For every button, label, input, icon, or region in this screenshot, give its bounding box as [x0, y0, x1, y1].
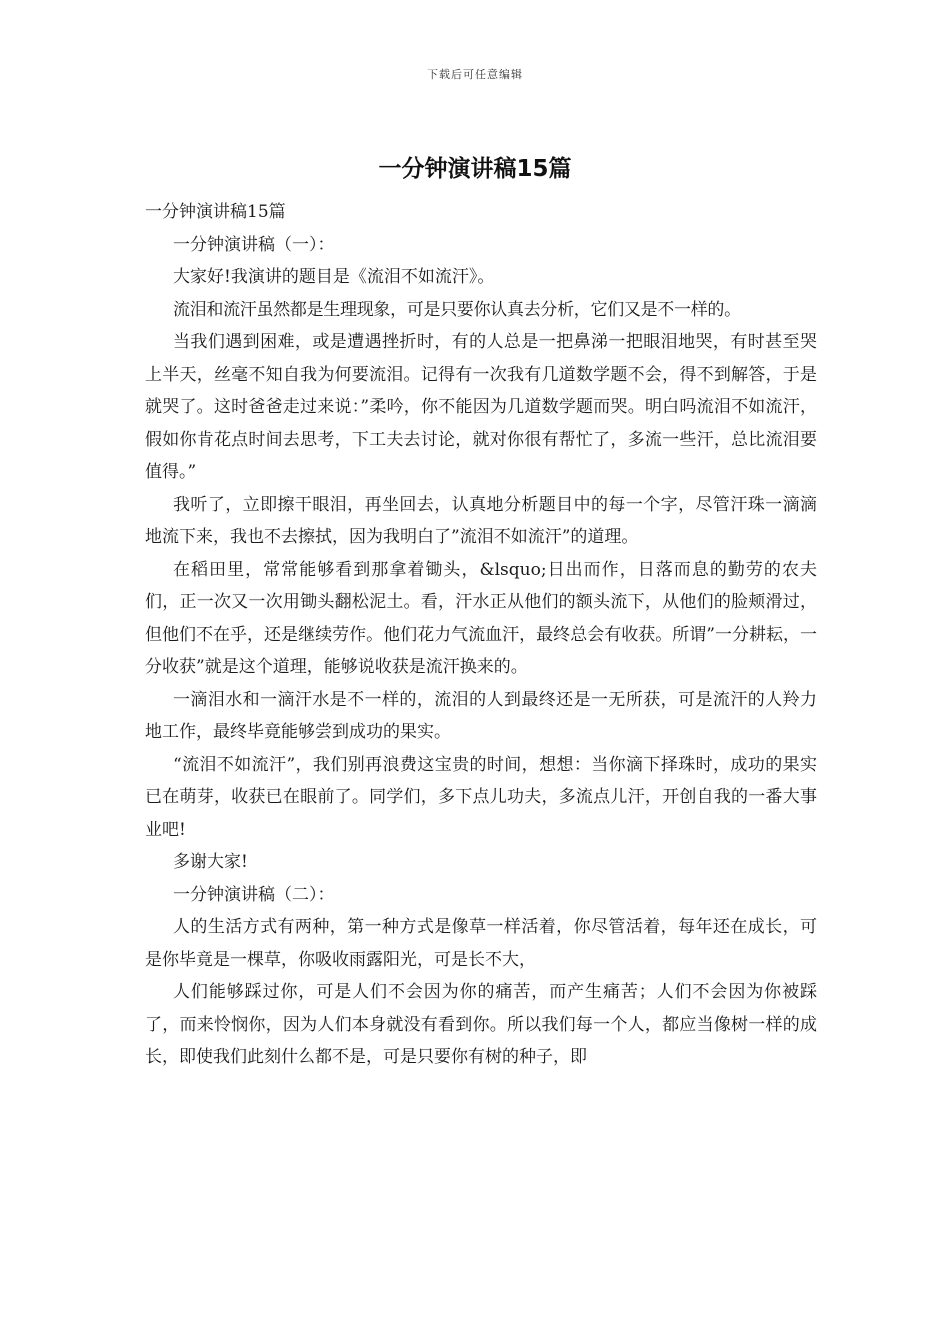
- paragraph: 一分钟演讲稿（二）：: [173, 884, 335, 905]
- header-note: 下载后可任意编辑: [427, 68, 523, 81]
- document-title: 一分钟演讲稿15篇: [378, 156, 572, 182]
- paragraph: 当我们遇到困难，或是遭遇挫折时，有的人总是一把鼻涕一把眼泪地哭，有时甚至哭上半天，丝毫不知自我为何要流泪。记得有一次我有几道数学题不会，得不到解答，于是就哭了。这时爸爸走过来说：”柔吟，你不能因为几道数学题而哭。明白吗流泪不如流汗，假如你肯花点时间去思考，下工夫去讨论，就对你很有帮忙了，多流一些汗，总比流泪要值得。”: [145, 332, 817, 482]
- paragraph: 大家好!我演讲的题目是《流泪不如流汗》。: [173, 267, 495, 287]
- paragraph: 我听了，立即擦干眼泪，再坐回去，认真地分析题目中的每一个字，尽管汗珠一滴滴地流下来，我也不去擦拭，因为我明白了”流泪不如流汗”的道理。: [145, 494, 817, 547]
- paragraph: 人的生活方式有两种，第一种方式是像草一样活着，你尽管活着，每年还在成长，可是你毕竟是一棵草，你吸收雨露阳光，可是长不大，: [145, 917, 817, 970]
- paragraph: 一滴泪水和一滴汗水是不一样的，流泪的人到最终还是一无所获，可是流汗的人羚力地工作，最终毕竟能够尝到成功的果实。: [145, 689, 817, 742]
- paragraph: 流泪和流汗虽然都是生理现象，可是只要你认真去分析，它们又是不一样的。: [173, 299, 741, 320]
- document-body: [145, 196, 817, 1074]
- paragraph: 在稻田里，常常能够看到那拿着锄头，&lsquo;日出而作，日落而息的勤劳的农夫们，正一次又一次用锄头翻松泥土。看，汗水正从他们的额头流下，从他们的脸颊滑过，但他们不在乎，还是继续劳作。他们花力气流血汗，最终总会有收获。所谓”一分耕耘，一分收获”就是这个道理，能够说收获是流汗换来的。: [145, 559, 817, 677]
- paragraph: 一分钟演讲稿15篇: [145, 202, 286, 222]
- paragraph: 多谢大家!: [173, 852, 248, 872]
- paragraph: 一分钟演讲稿（一）：: [173, 234, 335, 255]
- paragraph: “流泪不如流汗”，我们别再浪费这宝贵的时间，想想：当你滴下择珠时，成功的果实已在萌芽，收获已在眼前了。同学们，多下点儿功夫，多流点儿汗，开创自我的一番大事业吧!: [145, 754, 817, 840]
- paragraph: 人们能够踩过你，可是人们不会因为你的痛苦，而产生痛苦；人们不会因为你被踩了，而来怜悯你，因为人们本身就没有看到你。所以我们每一个人，都应当像树一样的成长，即使我们此刻什么都不是，可是只要你有树的种子，即: [145, 982, 817, 1067]
